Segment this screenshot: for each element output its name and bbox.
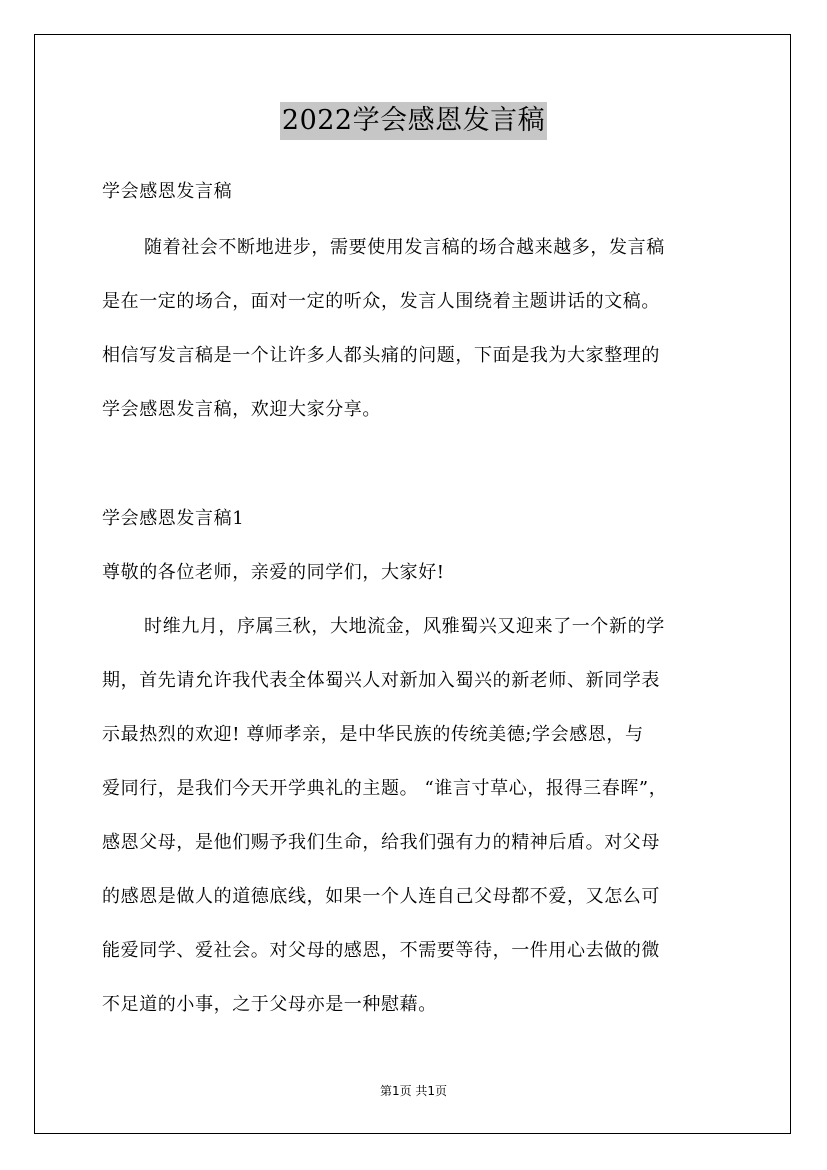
- paragraph-line: 相信写发言稿是一个让许多人都头痛的问题，下面是我为大家整理的: [102, 345, 660, 366]
- paragraph-line: 不足道的小事，之于父母亦是一种慰藉。: [102, 994, 437, 1015]
- paragraph-line: 是在一定的场合，面对一定的听众，发言人围绕着主题讲话的文稿。: [102, 291, 660, 312]
- paragraph-line: 的感恩是做人的道德底线，如果一个人连自己父母都不爱，又怎么可: [102, 886, 660, 907]
- paragraph-line: 示最热烈的欢迎! 尊师孝亲，是中华民族的传统美德;学会感恩，与: [102, 724, 644, 745]
- paragraph-line: 学会感恩发言稿，欢迎大家分享。: [102, 399, 381, 420]
- paragraph-line: 时维九月，序属三秋，大地流金，风雅蜀兴又迎来了一个新的学: [144, 616, 665, 637]
- page-footer: 第1页 共1页: [379, 1084, 448, 1098]
- paragraph-line: 随着社会不断地进步，需要使用发言稿的场合越来越多，发言稿: [144, 237, 665, 258]
- section-heading: 学会感恩发言稿1: [102, 508, 245, 529]
- title-container: [0, 102, 827, 140]
- paragraph-line: 期，首先请允许我代表全体蜀兴人对新加入蜀兴的新老师、新同学表: [102, 670, 660, 691]
- paragraph-line: 感恩父母，是他们赐予我们生命，给我们强有力的精神后盾。对父母: [102, 832, 660, 853]
- greeting-line: 尊敬的各位老师，亲爱的同学们，大家好!: [102, 562, 445, 583]
- paragraph-line: 能爱同学、爱社会。对父母的感恩，不需要等待，一件用心去做的微: [102, 940, 660, 961]
- paragraph-line: 爱同行，是我们今天开学典礼的主题。 “谁言寸草心，报得三春晖”，: [102, 778, 668, 799]
- section-heading: 学会感恩发言稿: [102, 181, 233, 202]
- document-title: 2022学会感恩发言稿: [280, 102, 547, 140]
